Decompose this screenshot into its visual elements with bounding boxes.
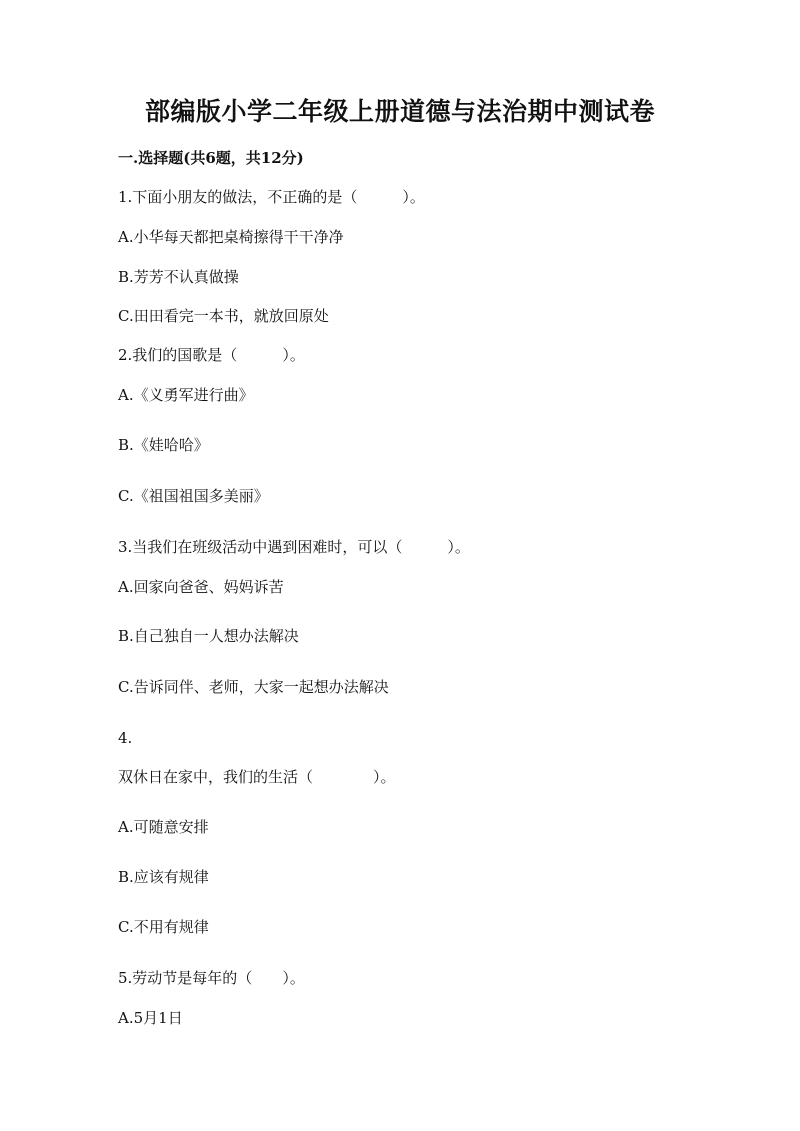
option-2a: A.《义勇军进行曲》 (118, 386, 254, 404)
option-1c: C.田田看完一本书，就放回原处 (118, 307, 329, 325)
option-2b: B.《娃哈哈》 (118, 436, 209, 454)
question-4: 双休日在家中，我们的生活（ ）。 (118, 768, 396, 786)
option-4b: B.应该有规律 (118, 868, 209, 886)
option-1b: B.芳芳不认真做操 (118, 268, 239, 286)
question-4-number: 4. (118, 729, 133, 747)
question-3: 3.当我们在班级活动中遇到困难时，可以（ ）。 (118, 538, 470, 556)
question-5: 5.劳动节是每年的（ ）。 (118, 969, 305, 987)
option-3c: C.告诉同伴、老师，大家一起想办法解决 (118, 678, 389, 696)
question-1: 1.下面小朋友的做法，不正确的是（ ）。 (118, 188, 425, 206)
question-2: 2.我们的国歌是（ ）。 (118, 346, 305, 364)
option-3a: A.回家向爸爸、妈妈诉苦 (118, 578, 284, 596)
option-1a: A.小华每天都把桌椅擦得干干净净 (118, 228, 344, 246)
option-5a: A.5月1日 (118, 1009, 183, 1027)
section-heading: 一.选择题(共6题，共12分) (118, 149, 304, 167)
option-3b: B.自己独自一人想办法解决 (118, 627, 299, 645)
option-4a: A.可随意安排 (118, 818, 209, 836)
option-4c: C.不用有规律 (118, 918, 209, 936)
page-title: 部编版小学二年级上册道德与法治期中测试卷 (144, 97, 655, 126)
option-2c: C.《祖国祖国多美丽》 (118, 487, 269, 505)
